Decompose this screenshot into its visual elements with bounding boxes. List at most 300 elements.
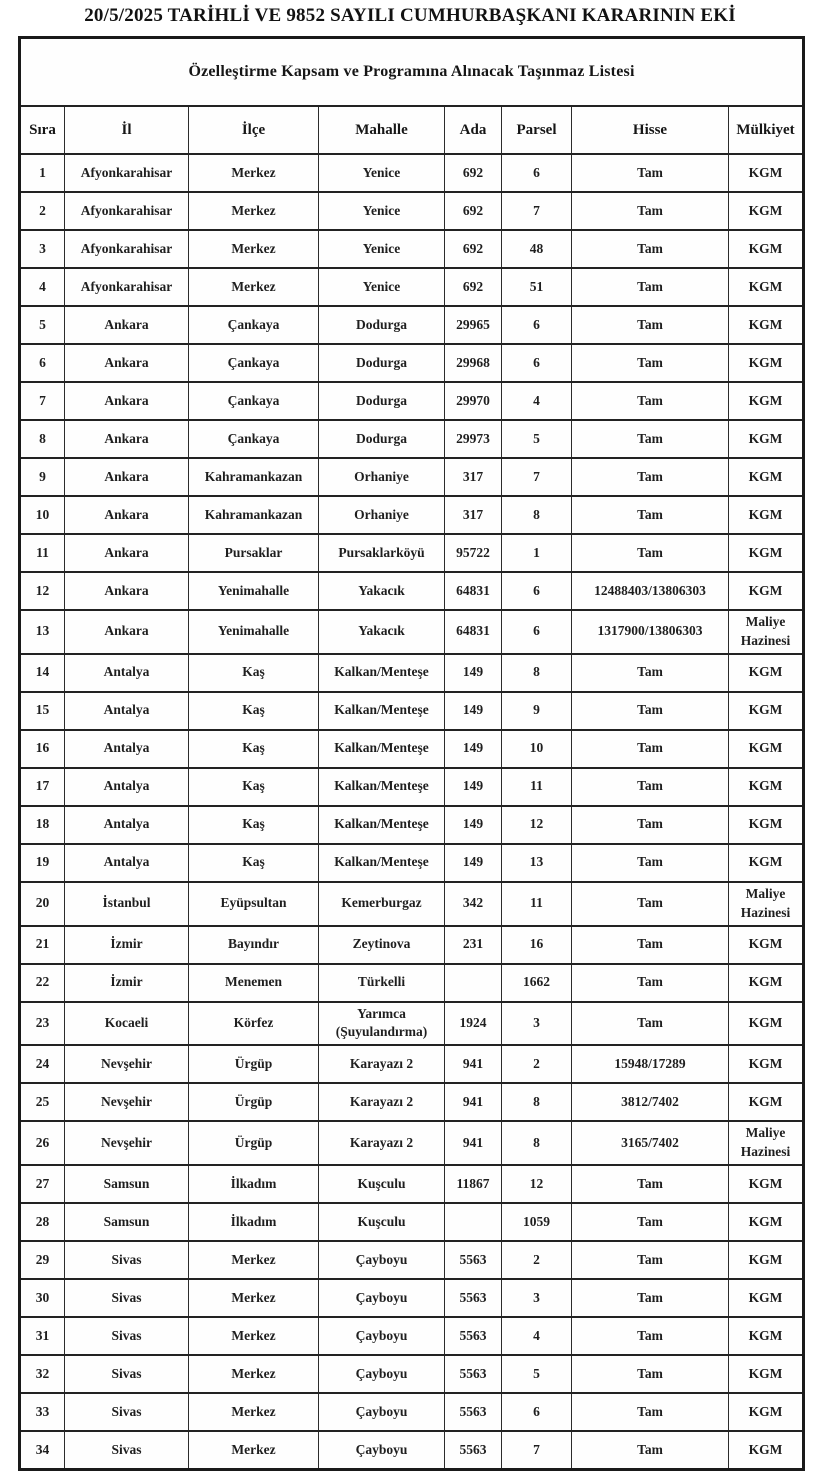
- cell-il: Ankara: [65, 572, 189, 610]
- cell-mulkiyet: KGM: [729, 1165, 804, 1203]
- cell-sira: 4: [20, 268, 65, 306]
- cell-parsel: 2: [502, 1045, 572, 1083]
- cell-ada: [445, 1203, 502, 1241]
- cell-ilce: Menemen: [189, 964, 319, 1002]
- cell-ilce: İlkadım: [189, 1165, 319, 1203]
- cell-ilce: Çankaya: [189, 420, 319, 458]
- table-row: [20, 344, 804, 382]
- cell-hisse: Tam: [572, 192, 729, 230]
- cell-parsel: 11: [502, 768, 572, 806]
- cell-ilce: Merkez: [189, 1317, 319, 1355]
- cell-ilce: Kahramankazan: [189, 496, 319, 534]
- cell-parsel: 1059: [502, 1203, 572, 1241]
- cell-ilce: Kaş: [189, 768, 319, 806]
- table-row: [20, 1431, 804, 1470]
- cell-hisse: Tam: [572, 496, 729, 534]
- cell-hisse: Tam: [572, 1203, 729, 1241]
- cell-mahalle: Karayazı 2: [319, 1121, 445, 1165]
- cell-ada: 64831: [445, 572, 502, 610]
- cell-sira: 5: [20, 306, 65, 344]
- cell-hisse: Tam: [572, 1002, 729, 1046]
- cell-il: Antalya: [65, 768, 189, 806]
- cell-il: Antalya: [65, 844, 189, 882]
- cell-il: Afyonkarahisar: [65, 192, 189, 230]
- cell-mahalle: Kalkan/Menteşe: [319, 806, 445, 844]
- cell-parsel: 7: [502, 458, 572, 496]
- cell-hisse: 3812/7402: [572, 1083, 729, 1121]
- cell-mahalle: Kuşculu: [319, 1203, 445, 1241]
- cell-ada: 941: [445, 1083, 502, 1121]
- cell-parsel: 5: [502, 420, 572, 458]
- cell-sira: 19: [20, 844, 65, 882]
- cell-hisse: Tam: [572, 268, 729, 306]
- cell-ilce: Merkez: [189, 1431, 319, 1470]
- cell-mahalle: Dodurga: [319, 344, 445, 382]
- cell-sira: 18: [20, 806, 65, 844]
- cell-hisse: 12488403/13806303: [572, 572, 729, 610]
- cell-ada: 29970: [445, 382, 502, 420]
- cell-ada: 5563: [445, 1279, 502, 1317]
- table-row: [20, 572, 804, 610]
- cell-il: Nevşehir: [65, 1083, 189, 1121]
- cell-mahalle: Orhaniye: [319, 458, 445, 496]
- cell-sira: 26: [20, 1121, 65, 1165]
- cell-ada: 5563: [445, 1317, 502, 1355]
- cell-mulkiyet: KGM: [729, 268, 804, 306]
- cell-parsel: 13: [502, 844, 572, 882]
- table-row: [20, 1279, 804, 1317]
- table-row: [20, 192, 804, 230]
- cell-ada: 5563: [445, 1431, 502, 1470]
- cell-sira: 30: [20, 1279, 65, 1317]
- cell-parsel: 9: [502, 692, 572, 730]
- cell-mulkiyet: KGM: [729, 420, 804, 458]
- cell-ada: 692: [445, 230, 502, 268]
- cell-ada: 5563: [445, 1241, 502, 1279]
- cell-sira: 2: [20, 192, 65, 230]
- cell-mulkiyet: KGM: [729, 192, 804, 230]
- cell-ada: 1924: [445, 1002, 502, 1046]
- table-row: [20, 1165, 804, 1203]
- cell-parsel: 5: [502, 1355, 572, 1393]
- cell-mulkiyet: KGM: [729, 1431, 804, 1470]
- cell-mulkiyet: KGM: [729, 654, 804, 692]
- cell-ada: 692: [445, 268, 502, 306]
- cell-parsel: 1: [502, 534, 572, 572]
- cell-sira: 27: [20, 1165, 65, 1203]
- cell-ilce: Kaş: [189, 654, 319, 692]
- cell-ilce: Ürgüp: [189, 1045, 319, 1083]
- cell-mulkiyet: KGM: [729, 768, 804, 806]
- table-row: [20, 1203, 804, 1241]
- cell-ada: 342: [445, 882, 502, 926]
- cell-hisse: Tam: [572, 806, 729, 844]
- cell-hisse: Tam: [572, 230, 729, 268]
- cell-sira: 1: [20, 154, 65, 192]
- cell-hisse: 15948/17289: [572, 1045, 729, 1083]
- cell-il: Afyonkarahisar: [65, 230, 189, 268]
- cell-hisse: 3165/7402: [572, 1121, 729, 1165]
- cell-mulkiyet: KGM: [729, 344, 804, 382]
- cell-ilce: Merkez: [189, 268, 319, 306]
- table-header-row: [20, 106, 804, 154]
- cell-hisse: Tam: [572, 534, 729, 572]
- cell-hisse: Tam: [572, 1279, 729, 1317]
- cell-hisse: Tam: [572, 730, 729, 768]
- cell-mahalle: Dodurga: [319, 420, 445, 458]
- cell-sira: 10: [20, 496, 65, 534]
- cell-ilce: Merkez: [189, 154, 319, 192]
- cell-hisse: Tam: [572, 964, 729, 1002]
- cell-mahalle: Türkelli: [319, 964, 445, 1002]
- cell-ada: 5563: [445, 1393, 502, 1431]
- cell-sira: 22: [20, 964, 65, 1002]
- cell-ilce: Yenimahalle: [189, 610, 319, 654]
- cell-sira: 24: [20, 1045, 65, 1083]
- cell-parsel: 4: [502, 1317, 572, 1355]
- cell-mahalle: Yenice: [319, 230, 445, 268]
- cell-mahalle: Çayboyu: [319, 1431, 445, 1470]
- cell-mahalle: Kalkan/Menteşe: [319, 768, 445, 806]
- cell-il: Samsun: [65, 1165, 189, 1203]
- cell-ilce: Ürgüp: [189, 1083, 319, 1121]
- cell-ada: [445, 964, 502, 1002]
- cell-mahalle: Karayazı 2: [319, 1083, 445, 1121]
- cell-parsel: 3: [502, 1279, 572, 1317]
- cell-ada: 29965: [445, 306, 502, 344]
- cell-sira: 28: [20, 1203, 65, 1241]
- cell-ada: 692: [445, 154, 502, 192]
- cell-mahalle: Yakacık: [319, 572, 445, 610]
- cell-ada: 149: [445, 654, 502, 692]
- table-row: [20, 154, 804, 192]
- cell-il: İzmir: [65, 964, 189, 1002]
- column-header-ada: Ada: [445, 106, 502, 154]
- cell-ilce: Bayındır: [189, 926, 319, 964]
- cell-parsel: 2: [502, 1241, 572, 1279]
- cell-mulkiyet: KGM: [729, 926, 804, 964]
- cell-ilce: Merkez: [189, 1279, 319, 1317]
- cell-mulkiyet: KGM: [729, 730, 804, 768]
- cell-mahalle: Zeytinova: [319, 926, 445, 964]
- cell-sira: 8: [20, 420, 65, 458]
- cell-mulkiyet: KGM: [729, 458, 804, 496]
- cell-sira: 16: [20, 730, 65, 768]
- cell-mahalle: Dodurga: [319, 382, 445, 420]
- cell-parsel: 48: [502, 230, 572, 268]
- table-row: [20, 964, 804, 1002]
- table-row: [20, 654, 804, 692]
- cell-sira: 23: [20, 1002, 65, 1046]
- cell-hisse: Tam: [572, 306, 729, 344]
- cell-mahalle: Dodurga: [319, 306, 445, 344]
- cell-il: Sivas: [65, 1317, 189, 1355]
- cell-mulkiyet: KGM: [729, 1045, 804, 1083]
- cell-hisse: Tam: [572, 382, 729, 420]
- cell-mulkiyet: KGM: [729, 1317, 804, 1355]
- column-header-ilce: İlçe: [189, 106, 319, 154]
- cell-il: Ankara: [65, 458, 189, 496]
- cell-il: İstanbul: [65, 882, 189, 926]
- table-row: [20, 1393, 804, 1431]
- cell-mahalle: Yenice: [319, 268, 445, 306]
- cell-parsel: 7: [502, 192, 572, 230]
- cell-parsel: 8: [502, 496, 572, 534]
- cell-il: Ankara: [65, 306, 189, 344]
- table-row: [20, 882, 804, 926]
- cell-hisse: Tam: [572, 926, 729, 964]
- table-caption: Özelleştirme Kapsam ve Programına Alınacak Taşınmaz Listesi: [20, 38, 804, 107]
- cell-il: Afyonkarahisar: [65, 268, 189, 306]
- cell-il: Ankara: [65, 382, 189, 420]
- cell-ilce: Kahramankazan: [189, 458, 319, 496]
- cell-hisse: Tam: [572, 1241, 729, 1279]
- cell-parsel: 6: [502, 610, 572, 654]
- table-row: [20, 1083, 804, 1121]
- cell-ada: 29973: [445, 420, 502, 458]
- cell-ilce: Pursaklar: [189, 534, 319, 572]
- cell-ilce: Merkez: [189, 1355, 319, 1393]
- cell-mulkiyet: KGM: [729, 382, 804, 420]
- cell-il: Sivas: [65, 1355, 189, 1393]
- cell-ada: 941: [445, 1121, 502, 1165]
- cell-ada: 692: [445, 192, 502, 230]
- cell-hisse: Tam: [572, 768, 729, 806]
- cell-ilce: Kaş: [189, 692, 319, 730]
- cell-il: İzmir: [65, 926, 189, 964]
- cell-parsel: 51: [502, 268, 572, 306]
- table-row: [20, 458, 804, 496]
- cell-mahalle: Orhaniye: [319, 496, 445, 534]
- table-row: [20, 610, 804, 654]
- cell-mulkiyet: KGM: [729, 1279, 804, 1317]
- cell-ilce: Körfez: [189, 1002, 319, 1046]
- cell-il: Sivas: [65, 1431, 189, 1470]
- cell-mulkiyet: KGM: [729, 306, 804, 344]
- cell-mulkiyet: KGM: [729, 1203, 804, 1241]
- cell-sira: 25: [20, 1083, 65, 1121]
- cell-mulkiyet: KGM: [729, 1083, 804, 1121]
- cell-hisse: Tam: [572, 882, 729, 926]
- cell-hisse: Tam: [572, 344, 729, 382]
- cell-sira: 15: [20, 692, 65, 730]
- cell-hisse: Tam: [572, 844, 729, 882]
- cell-ada: 149: [445, 730, 502, 768]
- cell-mahalle: Kalkan/Menteşe: [319, 730, 445, 768]
- column-header-il: İl: [65, 106, 189, 154]
- cell-il: Antalya: [65, 692, 189, 730]
- cell-hisse: Tam: [572, 654, 729, 692]
- cell-il: Antalya: [65, 730, 189, 768]
- table-row: [20, 806, 804, 844]
- cell-il: Ankara: [65, 496, 189, 534]
- column-header-mahalle: Mahalle: [319, 106, 445, 154]
- cell-sira: 14: [20, 654, 65, 692]
- table-row: [20, 926, 804, 964]
- cell-mulkiyet: KGM: [729, 572, 804, 610]
- table-row: [20, 1045, 804, 1083]
- table-row: [20, 1241, 804, 1279]
- cell-sira: 20: [20, 882, 65, 926]
- table-row: [20, 844, 804, 882]
- cell-mahalle: Çayboyu: [319, 1393, 445, 1431]
- cell-il: Antalya: [65, 806, 189, 844]
- table-body: [20, 154, 804, 1470]
- cell-ilce: Çankaya: [189, 382, 319, 420]
- cell-mahalle: Çayboyu: [319, 1317, 445, 1355]
- cell-mahalle: Pursaklarköyü: [319, 534, 445, 572]
- cell-mahalle: Kalkan/Menteşe: [319, 844, 445, 882]
- table-row: [20, 730, 804, 768]
- cell-mahalle: Kalkan/Menteşe: [319, 654, 445, 692]
- cell-ada: 231: [445, 926, 502, 964]
- cell-hisse: Tam: [572, 420, 729, 458]
- cell-mulkiyet: KGM: [729, 1002, 804, 1046]
- table-row: [20, 496, 804, 534]
- cell-ada: 149: [445, 844, 502, 882]
- cell-sira: 33: [20, 1393, 65, 1431]
- cell-mulkiyet: KGM: [729, 496, 804, 534]
- cell-hisse: Tam: [572, 1393, 729, 1431]
- table-caption-row: [20, 38, 804, 107]
- cell-il: Antalya: [65, 654, 189, 692]
- cell-mulkiyet: KGM: [729, 692, 804, 730]
- cell-il: Ankara: [65, 420, 189, 458]
- cell-ada: 11867: [445, 1165, 502, 1203]
- cell-mulkiyet: KGM: [729, 1355, 804, 1393]
- cell-ada: 29968: [445, 344, 502, 382]
- page-title: 20/5/2025 TARİHLİ VE 9852 SAYILI CUMHURBAŞKANI KARARININ EKİ: [84, 5, 736, 26]
- cell-hisse: Tam: [572, 692, 729, 730]
- cell-ada: 95722: [445, 534, 502, 572]
- cell-ilce: Çankaya: [189, 344, 319, 382]
- cell-il: Ankara: [65, 610, 189, 654]
- cell-il: Nevşehir: [65, 1045, 189, 1083]
- cell-mulkiyet: KGM: [729, 230, 804, 268]
- cell-il: Nevşehir: [65, 1121, 189, 1165]
- cell-ada: 317: [445, 458, 502, 496]
- table-row: [20, 534, 804, 572]
- cell-sira: 6: [20, 344, 65, 382]
- cell-ilce: Eyüpsultan: [189, 882, 319, 926]
- cell-ada: 941: [445, 1045, 502, 1083]
- cell-parsel: 6: [502, 572, 572, 610]
- cell-mahalle: Çayboyu: [319, 1241, 445, 1279]
- cell-mahalle: Çayboyu: [319, 1355, 445, 1393]
- cell-il: Afyonkarahisar: [65, 154, 189, 192]
- cell-ada: 149: [445, 768, 502, 806]
- cell-mulkiyet: Maliye Hazinesi: [729, 882, 804, 926]
- table-row: [20, 768, 804, 806]
- cell-ilce: Merkez: [189, 1393, 319, 1431]
- column-header-hisse: Hisse: [572, 106, 729, 154]
- table-row: [20, 230, 804, 268]
- cell-ilce: İlkadım: [189, 1203, 319, 1241]
- cell-parsel: 8: [502, 1121, 572, 1165]
- cell-ilce: Yenimahalle: [189, 572, 319, 610]
- cell-sira: 11: [20, 534, 65, 572]
- table-row: [20, 306, 804, 344]
- cell-parsel: 6: [502, 154, 572, 192]
- cell-il: Sivas: [65, 1279, 189, 1317]
- cell-sira: 3: [20, 230, 65, 268]
- cell-parsel: 6: [502, 1393, 572, 1431]
- cell-mulkiyet: Maliye Hazinesi: [729, 610, 804, 654]
- cell-parsel: 8: [502, 654, 572, 692]
- cell-parsel: 8: [502, 1083, 572, 1121]
- column-header-sira: Sıra: [20, 106, 65, 154]
- cell-parsel: 11: [502, 882, 572, 926]
- table-row: [20, 420, 804, 458]
- cell-sira: 21: [20, 926, 65, 964]
- cell-mahalle: Yenice: [319, 192, 445, 230]
- cell-il: Ankara: [65, 344, 189, 382]
- cell-ilce: Merkez: [189, 230, 319, 268]
- table-row: [20, 1002, 804, 1046]
- cell-ilce: Çankaya: [189, 306, 319, 344]
- cell-parsel: 7: [502, 1431, 572, 1470]
- cell-ilce: Kaş: [189, 806, 319, 844]
- cell-mulkiyet: KGM: [729, 844, 804, 882]
- cell-sira: 34: [20, 1431, 65, 1470]
- cell-il: Kocaeli: [65, 1002, 189, 1046]
- table-row: [20, 1121, 804, 1165]
- cell-sira: 32: [20, 1355, 65, 1393]
- cell-mulkiyet: KGM: [729, 154, 804, 192]
- cell-hisse: Tam: [572, 154, 729, 192]
- table-row: [20, 692, 804, 730]
- cell-mahalle: Kalkan/Menteşe: [319, 692, 445, 730]
- cell-hisse: Tam: [572, 1317, 729, 1355]
- table-row: [20, 382, 804, 420]
- cell-sira: 7: [20, 382, 65, 420]
- cell-mahalle: Yenice: [319, 154, 445, 192]
- cell-mulkiyet: KGM: [729, 806, 804, 844]
- cell-hisse: 1317900/13806303: [572, 610, 729, 654]
- cell-ada: 317: [445, 496, 502, 534]
- cell-il: Samsun: [65, 1203, 189, 1241]
- cell-mahalle: Karayazı 2: [319, 1045, 445, 1083]
- cell-parsel: 16: [502, 926, 572, 964]
- cell-mulkiyet: Maliye Hazinesi: [729, 1121, 804, 1165]
- cell-sira: 31: [20, 1317, 65, 1355]
- cell-ilce: Kaş: [189, 730, 319, 768]
- cell-parsel: 6: [502, 344, 572, 382]
- cell-mulkiyet: KGM: [729, 964, 804, 1002]
- cell-ilce: Kaş: [189, 844, 319, 882]
- cell-hisse: Tam: [572, 1355, 729, 1393]
- column-header-parsel: Parsel: [502, 106, 572, 154]
- cell-parsel: 3: [502, 1002, 572, 1046]
- cell-sira: 13: [20, 610, 65, 654]
- cell-mahalle: Kuşculu: [319, 1165, 445, 1203]
- cell-parsel: 6: [502, 306, 572, 344]
- cell-sira: 12: [20, 572, 65, 610]
- cell-mulkiyet: KGM: [729, 1241, 804, 1279]
- cell-mulkiyet: KGM: [729, 534, 804, 572]
- cell-mahalle: Yarımca (Şuyulandırma): [319, 1002, 445, 1046]
- property-list-table: [18, 36, 805, 1471]
- cell-mahalle: Çayboyu: [319, 1279, 445, 1317]
- cell-sira: 17: [20, 768, 65, 806]
- cell-mahalle: Kemerburgaz: [319, 882, 445, 926]
- cell-parsel: 10: [502, 730, 572, 768]
- cell-ada: 5563: [445, 1355, 502, 1393]
- cell-parsel: 4: [502, 382, 572, 420]
- cell-mahalle: Yakacık: [319, 610, 445, 654]
- cell-sira: 29: [20, 1241, 65, 1279]
- cell-parsel: 12: [502, 1165, 572, 1203]
